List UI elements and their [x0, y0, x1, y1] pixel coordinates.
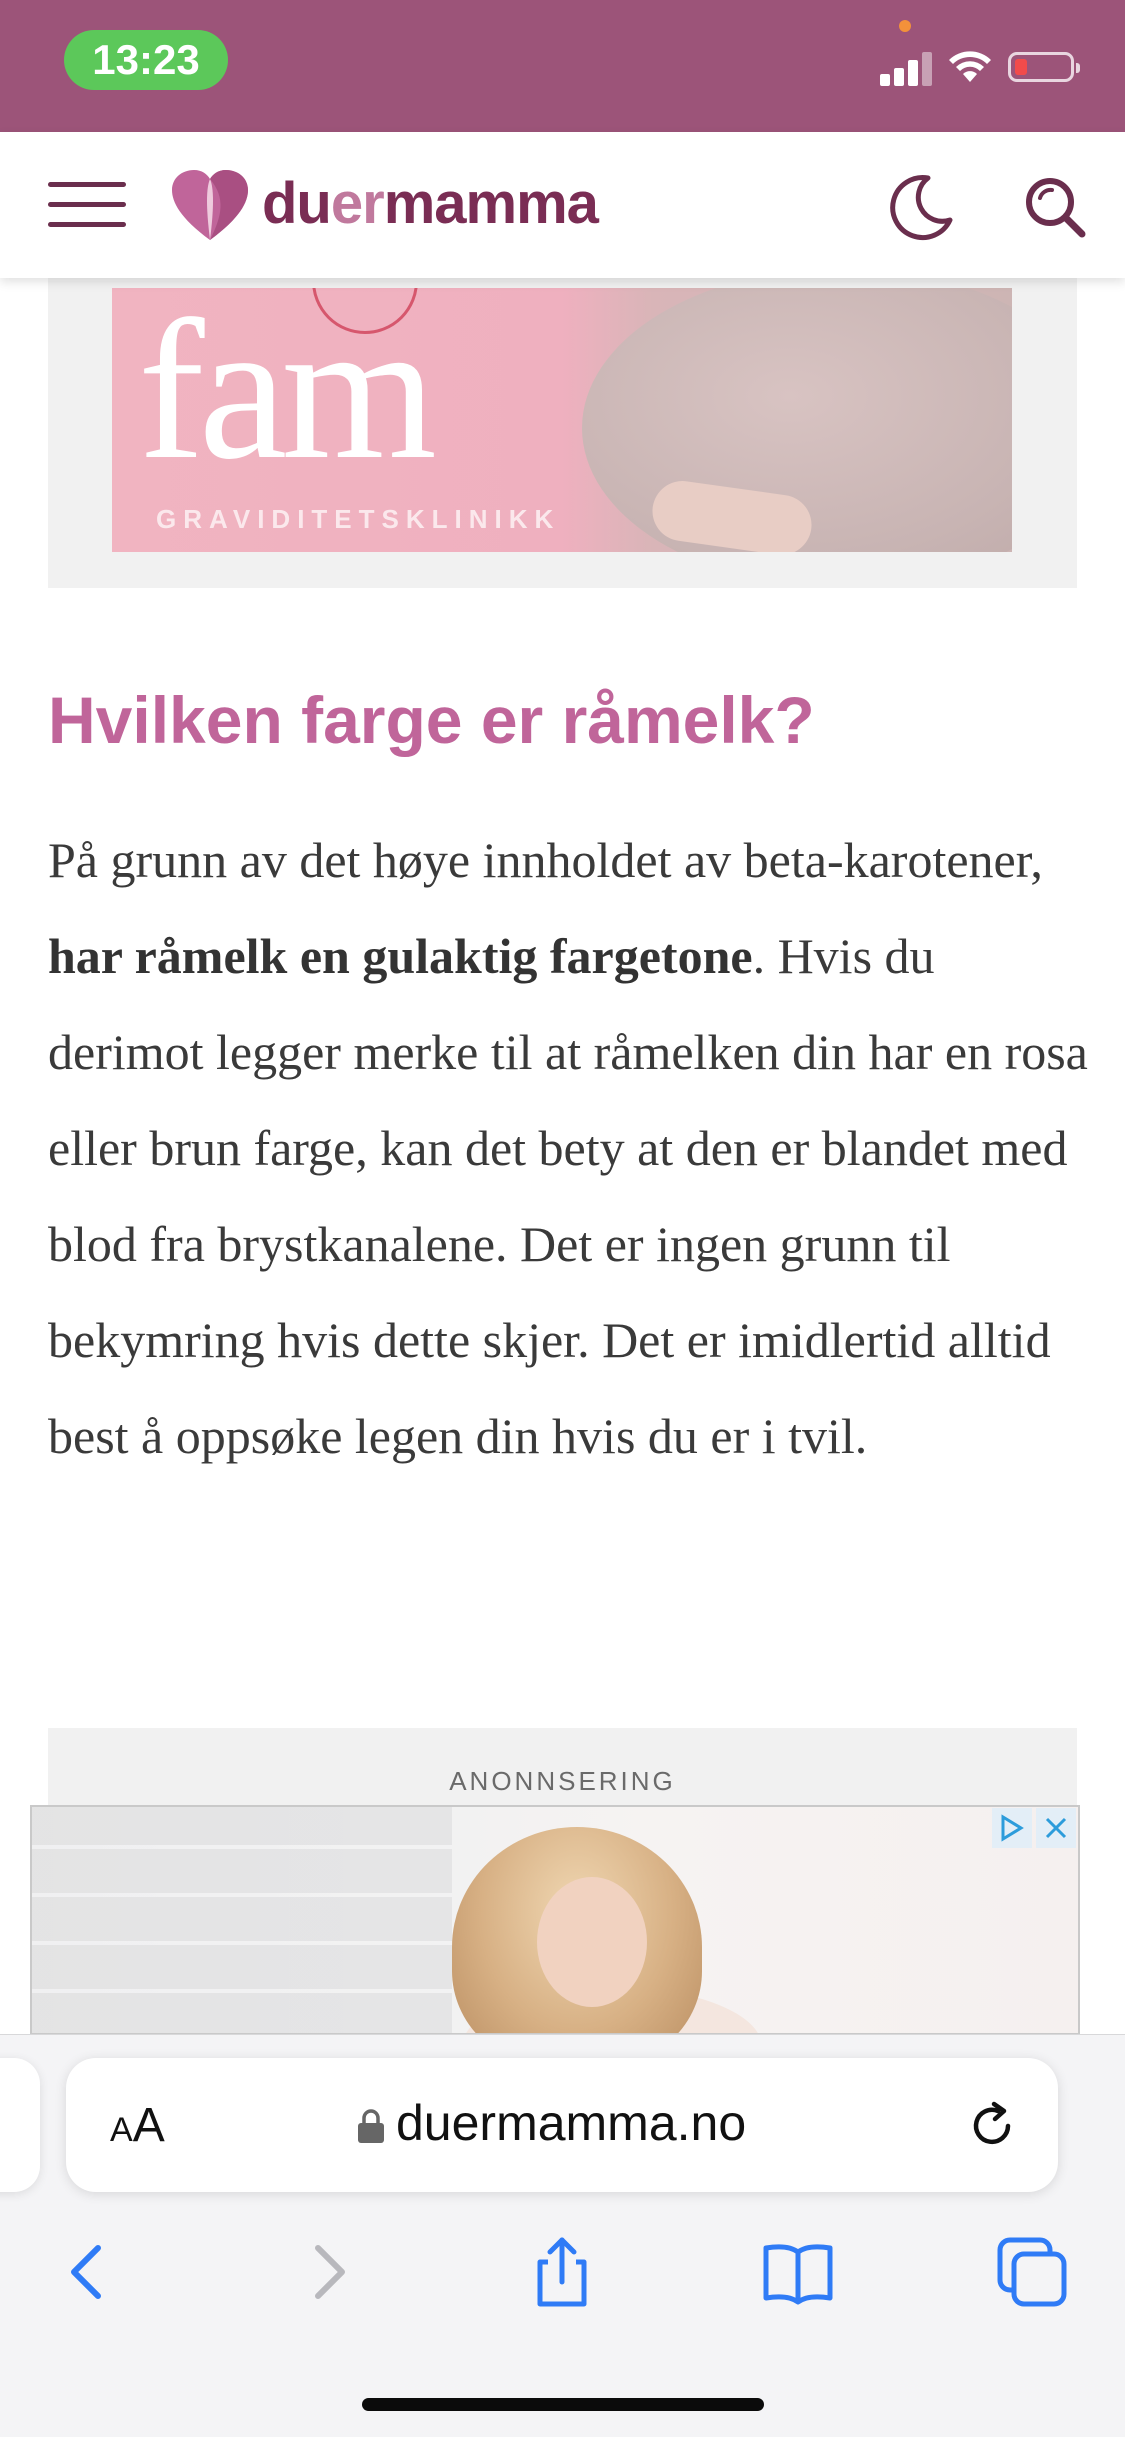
battery-icon [1008, 52, 1074, 82]
chevron-left-icon[interactable] [48, 2232, 128, 2312]
paragraph-text-before: På grunn av det høye innholdet av beta-karotener, [48, 832, 1043, 888]
logo-part-mamma: mamma [383, 171, 598, 236]
bottom-ad-banner[interactable] [30, 1805, 1080, 2035]
status-bar [0, 0, 1125, 132]
home-indicator[interactable] [362, 2398, 764, 2411]
reload-icon[interactable] [964, 2098, 1020, 2154]
adchoices-icon[interactable] [992, 1808, 1032, 1848]
text-size-button[interactable] [110, 2098, 165, 2153]
paragraph-bold-text: har råmelk en gulaktig fargetone [48, 928, 753, 984]
article-paragraph [48, 812, 1088, 1484]
cellular-signal-icon [880, 50, 934, 86]
hamburger-icon[interactable] [48, 182, 126, 228]
logo-heart-icon[interactable] [170, 168, 250, 244]
fam-brand-text: fam [138, 288, 431, 501]
lock-icon [356, 2108, 386, 2144]
ad-face-image [537, 1877, 647, 2007]
privacy-indicator-dot [899, 20, 911, 32]
book-icon[interactable] [758, 2232, 838, 2312]
status-time: 13:23 [64, 30, 228, 90]
ad-brick-wall-image [32, 1807, 452, 2035]
chevron-right-icon[interactable] [288, 2232, 368, 2312]
fam-ad-banner[interactable] [112, 288, 1012, 552]
moon-icon[interactable] [884, 172, 956, 244]
site-header [0, 132, 1125, 278]
site-logo[interactable] [262, 170, 598, 237]
article-heading: Hvilken farge er råmelk? [48, 683, 815, 757]
text-size-large-letter: A [132, 2099, 165, 2152]
text-size-small-letter: A [110, 2111, 133, 2149]
fam-subtitle: GRAVIDITETSKLINIKK [156, 504, 561, 534]
ad-label: ANONNSERING [449, 1766, 676, 1796]
logo-part-er: er [330, 171, 384, 236]
share-icon[interactable] [522, 2232, 602, 2312]
wifi-icon [948, 48, 992, 84]
search-icon[interactable] [1022, 174, 1088, 240]
ad-close-icon[interactable] [1036, 1808, 1076, 1848]
tabs-icon[interactable] [992, 2232, 1072, 2312]
logo-part-du: du [262, 171, 331, 236]
url-text[interactable]: duermamma.no [396, 2095, 747, 2151]
previous-tab-peek[interactable] [0, 2058, 40, 2192]
paragraph-text-after: . Hvis du derimot legger merke til at råmelken din har en rosa eller brun farge, kan det bety at den er blandet med blod fra brystkanalene. Det er ingen grunn til bekymring hvis dette skjer. Det er imidlertid alltid best å oppsøke legen din hvis du er i tvil. [48, 928, 1088, 1464]
